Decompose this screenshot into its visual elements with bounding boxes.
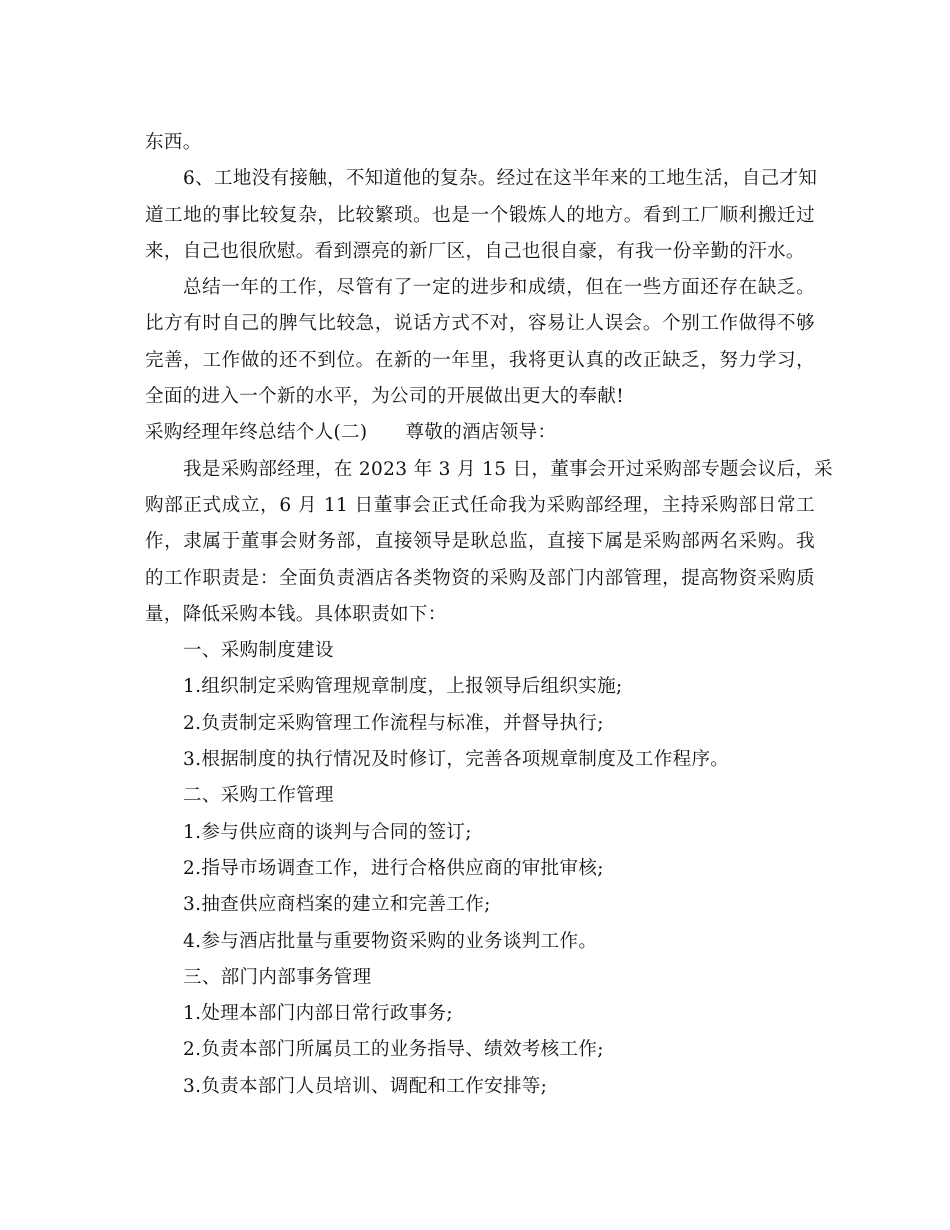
list-item: 2.负责制定采购管理工作流程与标准，并督导执行; [183,712,604,734]
section-title-line [145,415,815,451]
text-line: 作，隶属于董事会财务部，直接领导是耿总监，直接下属是采购部两名采购。我 [145,531,815,553]
list-item: 1.参与供应商的谈判与合同的签订; [183,821,472,843]
text-line: 道工地的事比较复杂，比较繁琐。也是一个锻炼人的地方。看到工厂顺利搬迁过 [145,204,815,226]
section-heading: 一、采购制度建设 [183,640,334,662]
list-item: 3.根据制度的执行情况及时修订，完善各项规章制度及工作程序。 [183,749,730,771]
text-line: 购部正式成立，6 月 11 日董事会正式任命我为采购部经理，主持采购部日常工 [145,494,815,516]
document-body [145,125,834,1105]
text-line: 的工作职责是：全面负责酒店各类物资的采购及部门内部管理，提高物资采购质 [145,567,815,589]
section-title: 采购经理年终总结个人(二) [145,422,368,444]
text-line: 总结一年的工作，尽管有了一定的进步和成绩，但在一些方面还存在缺乏。 [183,277,815,299]
text-line: 量，降低采购本钱。具体职责如下： [145,603,447,625]
text-line: 我是采购部经理，在 2023 年 3 月 15 日，董事会开过采购部专题会议后，采 [183,458,834,480]
text-line: 来，自己也很欣慰。看到漂亮的新厂区，自己也很自豪，有我一份辛勤的汗水。 [145,240,805,262]
text-line: 东西。 [145,132,202,153]
list-item: 4.参与酒店批量与重要物资采购的业务谈判工作。 [183,930,598,952]
list-item: 1.处理本部门内部日常行政事务; [183,1003,453,1025]
list-item: 1.组织制定采购管理规章制度，上报领导后组织实施; [183,676,623,698]
text-line: 全面的进入一个新的水平，为公司的开展做出更大的奉献! [145,386,625,408]
text-line: 完善，工作做的还不到位。在新的一年里，我将更认真的改正缺乏，努力学习， [145,349,815,371]
list-item: 3.抽查供应商档案的建立和完善工作; [183,894,491,916]
text-line: 6、工地没有接触，不知道他的复杂。经过在这半年来的工地生活，自己才知 [183,168,818,190]
list-item: 2.指导市场调查工作，进行合格供应商的审批审核; [183,857,604,879]
list-item: 3.负责本部门人员培训、调配和工作安排等; [183,1075,548,1097]
section-heading: 三、部门内部事务管理 [183,966,372,988]
text-line: 比方有时自己的脾气比较急，说话方式不对，容易让人误会。个别工作做得不够 [145,313,815,335]
list-item: 2.负责本部门所属员工的业务指导、绩效考核工作; [183,1039,604,1061]
salutation: 尊敬的酒店领导： [405,422,557,444]
section-heading: 二、采购工作管理 [183,785,334,807]
